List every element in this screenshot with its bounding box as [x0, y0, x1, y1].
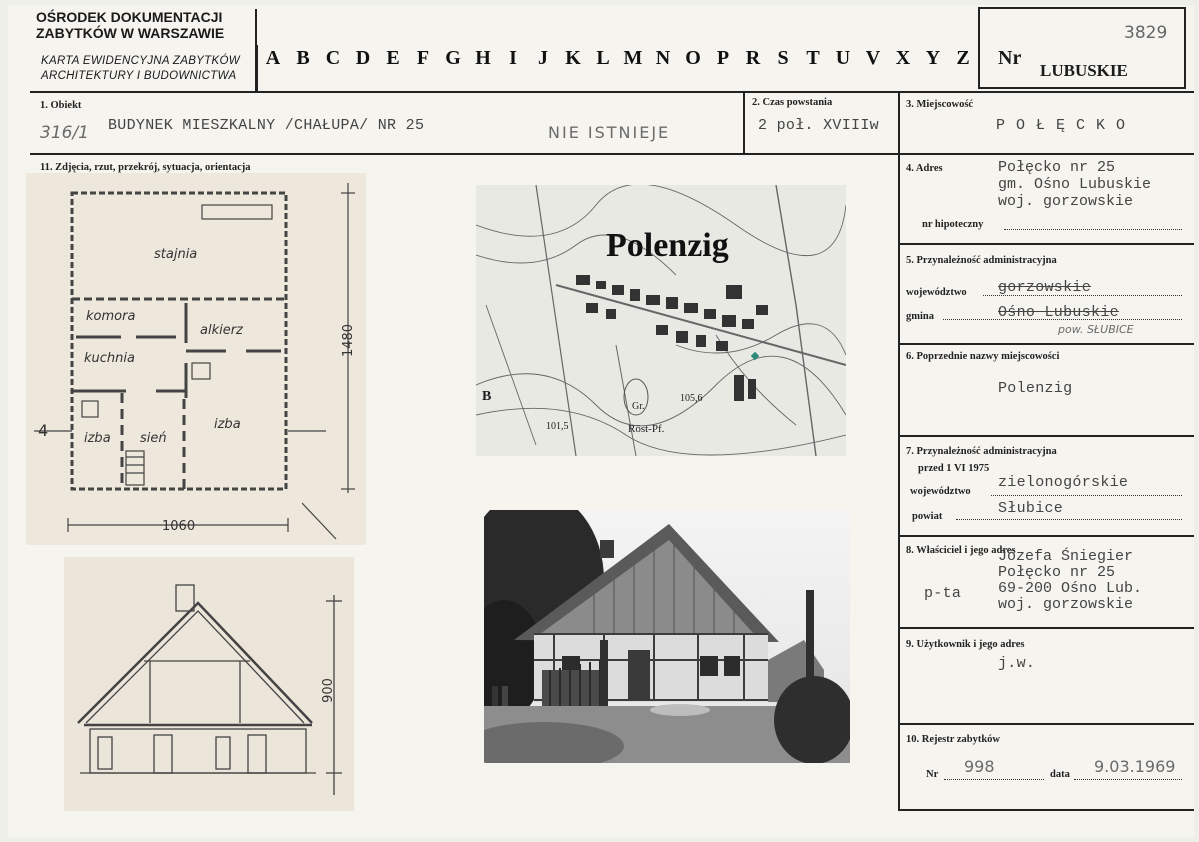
gmina-note: pow. SŁUBICE: [1058, 323, 1134, 336]
letter-z: Z: [956, 47, 970, 69]
letter-y: Y: [925, 47, 941, 69]
letter-g: G: [445, 47, 461, 69]
letter-a: A: [265, 47, 281, 69]
card-type: [41, 54, 240, 84]
letter-d: D: [355, 47, 371, 69]
rejestr-data-value: 9.03.1969: [1094, 757, 1176, 776]
rejestr-data-label: data: [1050, 769, 1070, 780]
gmina-label: gmina: [906, 311, 935, 322]
card-bottom-line: [898, 809, 1194, 811]
wlasciciel-line-2: Połęcko nr 25: [998, 564, 1116, 581]
institution-name: [36, 9, 224, 41]
plan-width-dim: 1060: [162, 519, 196, 534]
wlasciciel-prefix: p-ta: [924, 585, 962, 602]
map-drawing: [476, 185, 846, 456]
section-mark: 4: [38, 421, 49, 440]
powiat-label: powiat: [912, 511, 943, 522]
map-label-b: B: [482, 389, 492, 404]
letter-p: P: [716, 47, 730, 69]
map-label-101: 101,5: [546, 421, 569, 432]
card-type-line-1: KARTA EWIDENCYJNA ZABYTKÓW: [41, 55, 240, 67]
inventory-card: [8, 5, 1194, 837]
letter-o: O: [685, 47, 701, 69]
room-izba-right: izba: [214, 417, 241, 432]
czas-value: 2 poł. XVIIIw: [758, 117, 879, 134]
obiekt-number: 316/1: [40, 123, 89, 143]
miejscowosc-value: P O Ł Ę C K O: [996, 117, 1127, 134]
letter-index: [258, 47, 978, 70]
nr-handwritten: 3829: [1124, 23, 1168, 43]
powiat-value: Słubice: [998, 500, 1064, 517]
room-izba-left: izba: [84, 431, 111, 446]
institution-line-2: ZABYTKÓW W WARSZAWIE: [36, 25, 225, 41]
adres-value: [998, 159, 1151, 210]
letter-j: J: [538, 47, 548, 69]
przynaleznosc-label: 5. Przynależność administracyjna: [906, 255, 1057, 266]
room-alkierz: alkierz: [200, 323, 243, 338]
przed-label: przed 1 VI 1975: [918, 463, 990, 474]
plan-height-dim: 1480: [341, 323, 357, 358]
poprzednie-label: 6. Poprzednie nazwy miejscowości: [906, 351, 1060, 362]
nr-box: [978, 7, 1186, 89]
wojewodztwo2-label: województwo: [910, 486, 971, 497]
elevation-height-dim: 900: [320, 678, 336, 703]
floor-plan: [26, 173, 366, 545]
room-komora: komora: [86, 309, 136, 324]
wlasciciel-line-3: 69-200 Ośno Lub.: [998, 580, 1143, 597]
letter-u: U: [835, 47, 851, 69]
uzytkownik-label: 9. Użytkownik i jego adres: [906, 639, 1025, 650]
map-label-rost: Röst-Pf.: [628, 423, 665, 435]
letter-k: K: [565, 47, 581, 69]
house-photo: [484, 510, 850, 763]
card-type-line-2: ARCHITEKTURY I BUDOWNICTWA: [41, 70, 237, 82]
wlasciciel-label: 8. Właściciel i jego adres: [906, 545, 1016, 556]
house-photo-drawing: [484, 510, 850, 763]
wlasciciel-value: [998, 549, 1142, 613]
zdjecia-label: 11. Zdjęcia, rzut, przekrój, sytuacja, orientacja: [40, 162, 251, 173]
letter-n: N: [655, 47, 671, 69]
gmina-value: Ośno Lubuskie: [998, 304, 1119, 321]
floor-plan-drawing: [26, 173, 366, 545]
poprzednie-value: Polenzig: [998, 380, 1073, 397]
wojewodztwo-value: gorzowskie: [998, 279, 1092, 296]
room-kuchnia: kuchnia: [84, 351, 135, 366]
letter-t: T: [806, 47, 820, 69]
letter-m: M: [623, 47, 643, 69]
obiekt-value: BUDYNEK MIESZKALNY /CHAŁUPA/ NR 25: [108, 117, 425, 134]
map-town-name: Polenzig: [606, 227, 729, 264]
rejestr-nr-value: 998: [964, 757, 995, 776]
letter-s: S: [777, 47, 789, 69]
letter-e: E: [386, 47, 400, 69]
wlasciciel-line-4: woj. gorzowskie: [998, 596, 1134, 613]
letter-i: I: [509, 47, 517, 69]
elevation-drawing: [64, 557, 354, 811]
wlasciciel-line-1: Józefa Śniegier: [998, 548, 1134, 565]
obiekt-note: NIE ISTNIEJE: [548, 123, 671, 142]
letter-r: R: [745, 47, 761, 69]
room-stajnia: stajnia: [154, 247, 198, 262]
letter-v: V: [865, 47, 881, 69]
letter-b: B: [296, 47, 310, 69]
uzytkownik-value: j.w.: [998, 655, 1036, 672]
nr-label: Nr: [998, 47, 1022, 69]
section-elevation: [64, 557, 354, 811]
letter-f: F: [416, 47, 430, 69]
rejestr-label: 10. Rejestr zabytków: [906, 734, 1000, 745]
przynaleznosc2-label: 7. Przynależność administracyjna: [906, 446, 1057, 457]
adres-line-3: woj. gorzowskie: [998, 193, 1134, 210]
room-sien: sień: [140, 431, 167, 446]
letter-l: L: [596, 47, 610, 69]
wojewodztwo2-value: zielonogórskie: [998, 474, 1129, 491]
letter-h: H: [475, 47, 491, 69]
adres-line-1: Połęcko nr 25: [998, 159, 1116, 176]
header-bottom-line: [30, 91, 1194, 93]
location-map: [476, 185, 846, 456]
obiekt-label: 1. Obiekt: [40, 100, 82, 111]
letter-c: C: [325, 47, 341, 69]
region-value: LUBUSKIE: [1040, 61, 1128, 80]
letter-x: X: [895, 47, 911, 69]
map-label-gr: Gr.: [632, 401, 645, 412]
institution-line-1: OŚRODEK DOKUMENTACJI: [36, 9, 223, 25]
hipoteczny-label: nr hipoteczny: [922, 219, 984, 230]
adres-line-2: gm. Ośno Lubuskie: [998, 176, 1152, 193]
miejscowosc-label: 3. Miejscowość: [906, 99, 974, 110]
czas-label: 2. Czas powstania: [752, 97, 833, 108]
adres-label: 4. Adres: [906, 163, 943, 174]
wojewodztwo-label: województwo: [906, 287, 967, 298]
map-label-105: 105,6: [680, 393, 703, 404]
rejestr-nr-label: Nr: [926, 769, 939, 780]
